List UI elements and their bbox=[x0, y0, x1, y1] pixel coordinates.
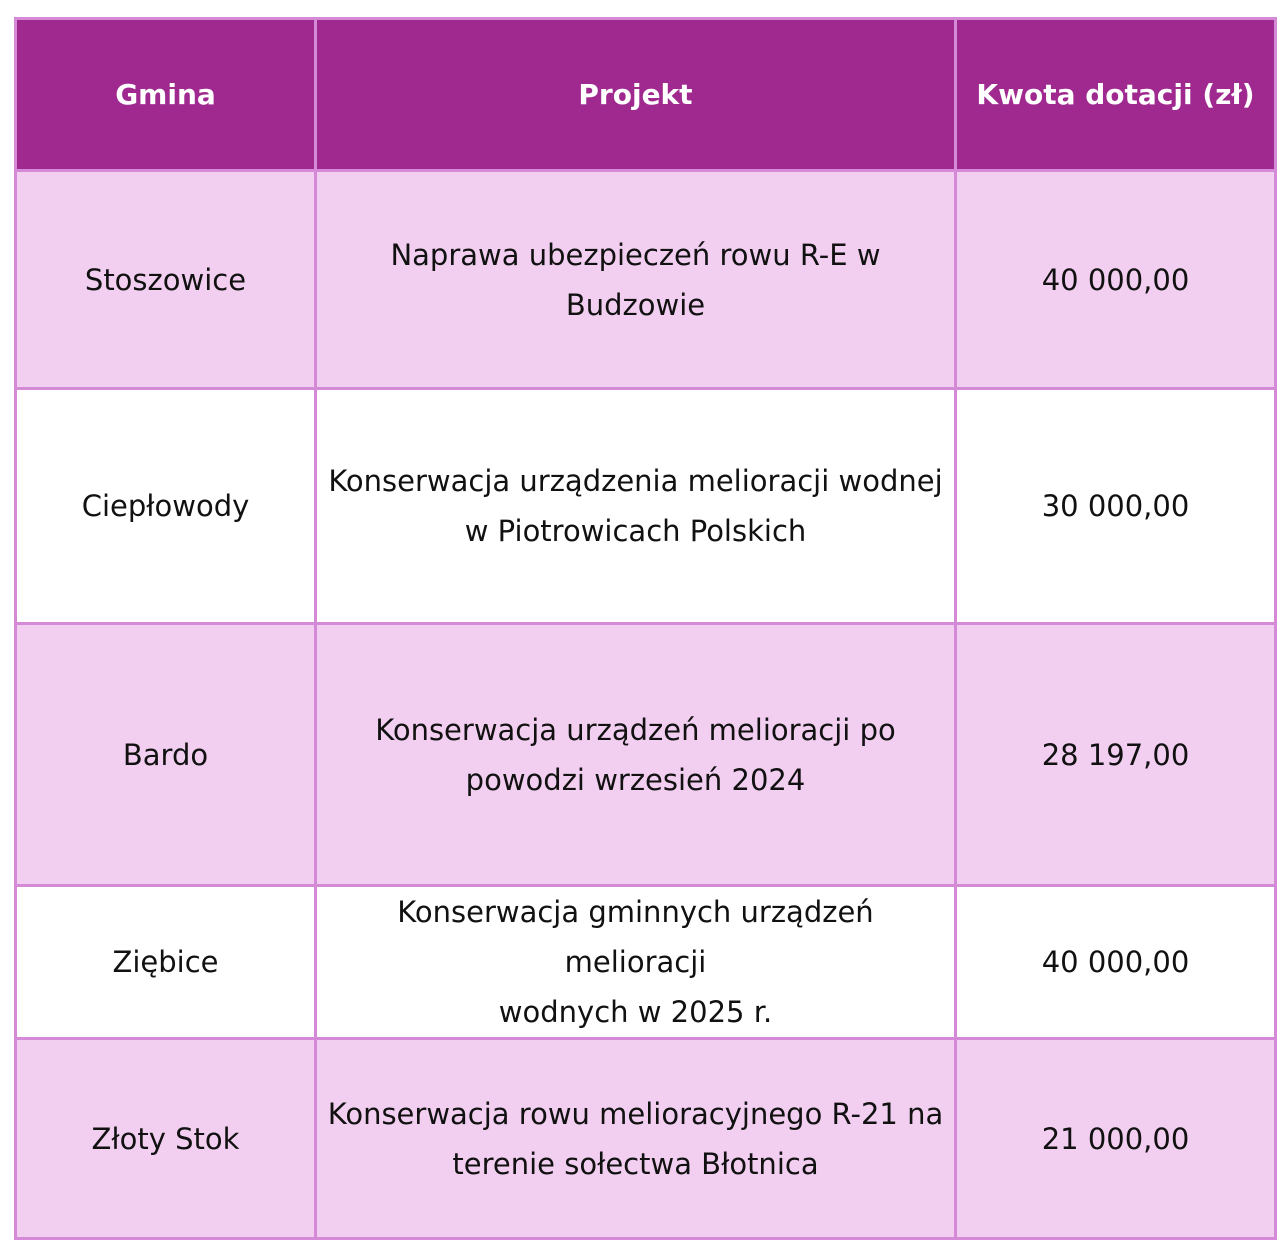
projekt-line: Konserwacja gminnych urządzeń melioracji bbox=[397, 895, 874, 979]
projekt-line: Budzowie bbox=[565, 287, 706, 322]
header-gmina: Gmina bbox=[16, 19, 316, 171]
table-body bbox=[16, 171, 1276, 1239]
projekt-line: Naprawa ubezpieczeń rowu R-E w bbox=[390, 237, 881, 272]
table-row bbox=[16, 171, 1276, 389]
cell-projekt bbox=[316, 624, 956, 886]
cell-gmina: Ciepłowody bbox=[16, 389, 316, 624]
table-row bbox=[16, 389, 1276, 624]
cell-kwota: 40 000,00 bbox=[956, 171, 1276, 389]
header-projekt: Projekt bbox=[316, 19, 956, 171]
cell-gmina: Stoszowice bbox=[16, 171, 316, 389]
table-row bbox=[16, 886, 1276, 1039]
projekt-line: Konserwacja urządzenia melioracji wodnej bbox=[328, 464, 943, 498]
projekt-line: Konserwacja rowu melioracyjnego R-21 na bbox=[327, 1096, 944, 1131]
cell-kwota: 21 000,00 bbox=[956, 1039, 1276, 1239]
table-row bbox=[16, 1039, 1276, 1239]
header-row bbox=[16, 19, 1276, 171]
cell-kwota: 28 197,00 bbox=[956, 624, 1276, 886]
cell-projekt bbox=[316, 171, 956, 389]
projekt-line: wodnych w 2025 r. bbox=[498, 995, 773, 1029]
table-header bbox=[16, 19, 1276, 171]
cell-projekt bbox=[316, 886, 956, 1039]
grants-table bbox=[14, 17, 1277, 1240]
header-kwota: Kwota dotacji (zł) bbox=[956, 19, 1276, 171]
projekt-line: w Piotrowicach Polskich bbox=[464, 514, 807, 548]
cell-gmina: Bardo bbox=[16, 624, 316, 886]
cell-gmina: Złoty Stok bbox=[16, 1039, 316, 1239]
cell-kwota: 40 000,00 bbox=[956, 886, 1276, 1039]
cell-projekt bbox=[316, 1039, 956, 1239]
cell-kwota: 30 000,00 bbox=[956, 389, 1276, 624]
table-row bbox=[16, 624, 1276, 886]
projekt-line: Konserwacja urządzeń melioracji po bbox=[375, 712, 896, 747]
cell-projekt bbox=[316, 389, 956, 624]
projekt-line: terenie sołectwa Błotnica bbox=[452, 1146, 819, 1181]
cell-gmina: Ziębice bbox=[16, 886, 316, 1039]
projekt-line: powodzi wrzesień 2024 bbox=[465, 762, 806, 797]
grants-table-container bbox=[14, 17, 1274, 1240]
